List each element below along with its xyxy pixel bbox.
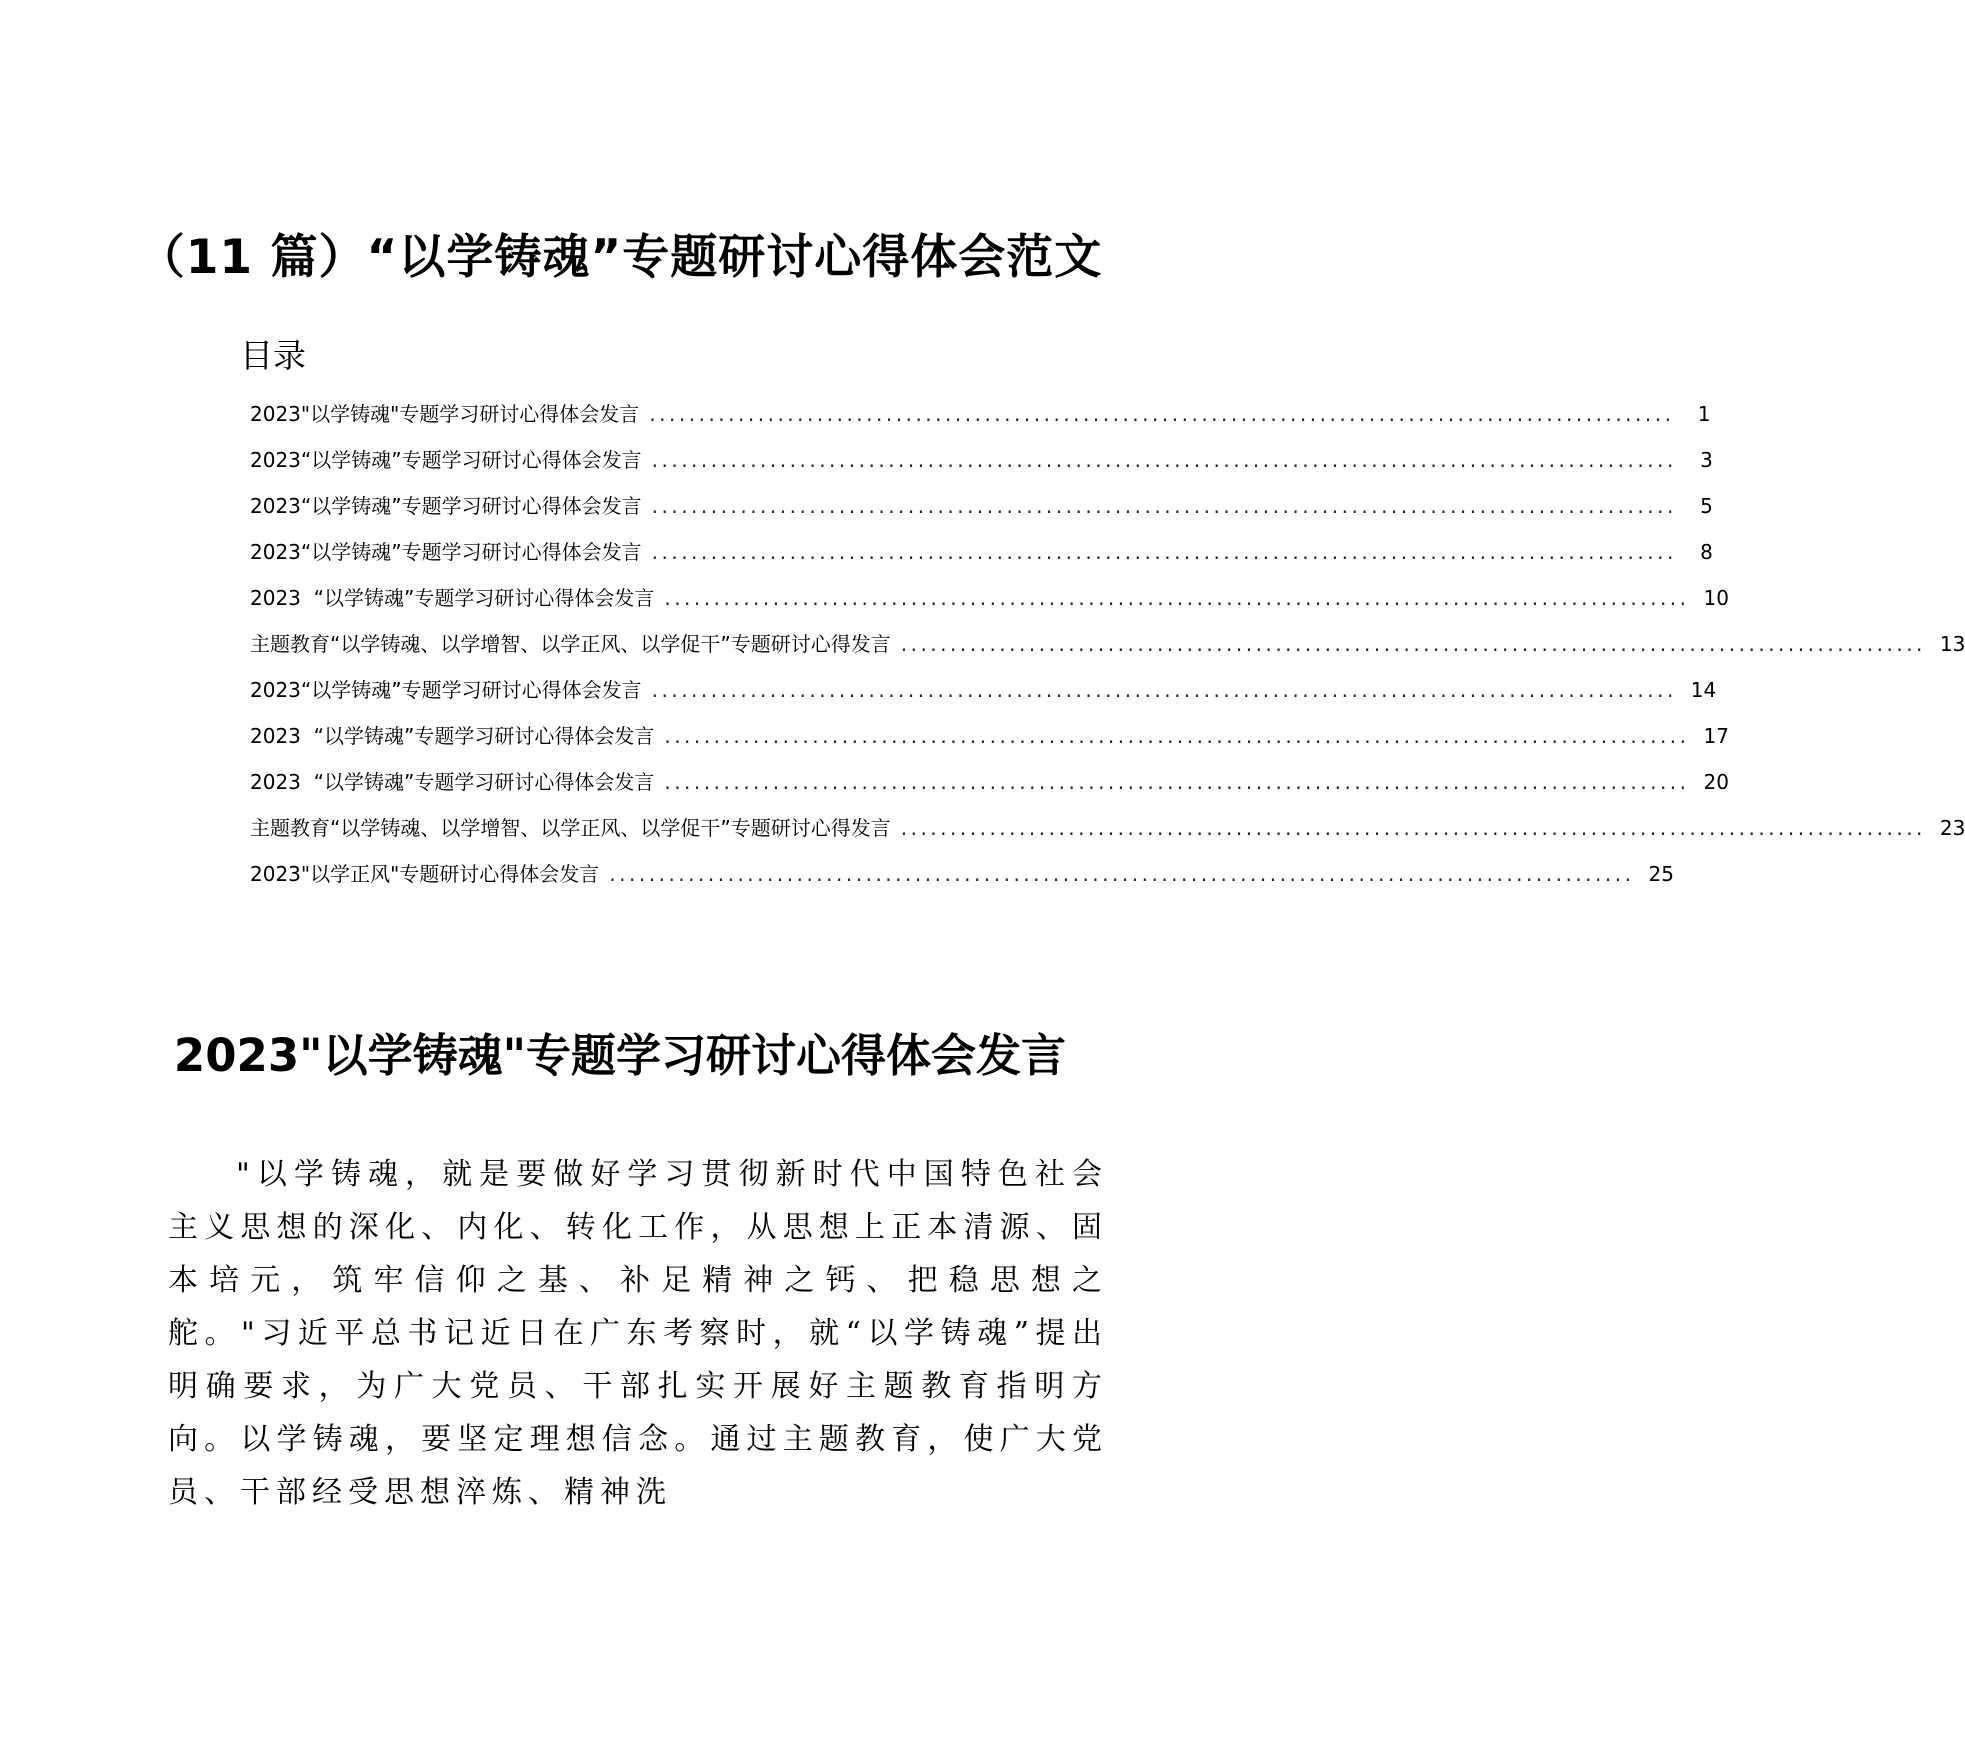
- toc-leader-dots: ........................................................................................................: [664, 586, 1690, 610]
- toc-leader-dots: ........................................................................................................: [651, 678, 1677, 702]
- body-paragraph: "以学铸魂，就是要做好学习贯彻新时代中国特色社会主义思想的深化、内化、转化工作，从思想上正本清源、固本培元，筑牢信仰之基、补足精神之钙、把稳思想之舵。"习近平总书记近日在广东考察时，就“以学铸魂”提出明确要求，为广大党员、干部扎实开展好主题教育指明方向。以学铸魂，要坚定理想信念。通过主题教育，使广大党员、干部经受思想淬炼、精神洗: [168, 1157, 1108, 1510]
- toc-leader-dots: ........................................................................................................: [664, 770, 1690, 794]
- toc-entry[interactable]: [250, 858, 1674, 904]
- toc-entry-title: 2023 “以学铸魂”专题学习研讨心得体会发言: [250, 724, 655, 748]
- toc-entry-title: 2023"以学铸魂"专题学习研讨心得体会发言: [250, 402, 640, 426]
- toc-entry-title: 2023“以学铸魂”专题学习研讨心得体会发言: [250, 448, 642, 472]
- toc-entry[interactable]: [250, 582, 1729, 628]
- toc-entry-title: 主题教育“以学铸魂、以学增智、以学正风、以学促干”专题研讨心得发言: [250, 816, 891, 840]
- toc-page-number: 8: [1700, 540, 1713, 564]
- toc-entry-title: 2023"以学正风"专题研讨心得体会发言: [250, 862, 600, 886]
- toc-entry[interactable]: [250, 398, 1711, 444]
- toc-page-number: 1: [1697, 402, 1711, 426]
- toc-page-number: 13: [1939, 632, 1965, 656]
- toc-entry-title: 2023 “以学铸魂”专题学习研讨心得体会发言: [250, 770, 655, 794]
- toc-leader-dots: ........................................................................................................: [900, 816, 1926, 840]
- toc-entry[interactable]: [250, 444, 1713, 490]
- toc-entry-title: 主题教育“以学铸魂、以学增智、以学正风、以学促干”专题研讨心得发言: [250, 632, 891, 656]
- toc-entry[interactable]: [250, 628, 1965, 674]
- toc-leader-dots: ........................................................................................................: [609, 862, 1635, 886]
- toc-entry-title: 2023 “以学铸魂”专题学习研讨心得体会发言: [250, 586, 655, 610]
- toc-page-number: 3: [1700, 448, 1713, 472]
- toc-leader-dots: ........................................................................................................: [900, 632, 1926, 656]
- toc-page-number: 5: [1700, 494, 1713, 518]
- document-title: （11 篇）“以学铸魂”专题研讨心得体会范文: [137, 230, 1103, 285]
- toc-entry[interactable]: [250, 490, 1713, 536]
- section-title: 2023"以学铸魂"专题学习研讨心得体会发言: [173, 1029, 1067, 1082]
- toc-page-number: 14: [1690, 678, 1717, 702]
- toc-heading: 目录: [240, 336, 306, 375]
- toc-entry-title: 2023“以学铸魂”专题学习研讨心得体会发言: [250, 678, 642, 702]
- toc-entry-title: 2023“以学铸魂”专题学习研讨心得体会发言: [250, 540, 642, 564]
- toc-entry[interactable]: [250, 536, 1713, 582]
- toc-page-number: 20: [1703, 770, 1729, 794]
- toc-entry[interactable]: [250, 766, 1729, 812]
- table-of-contents: [250, 398, 1965, 904]
- toc-entry[interactable]: [250, 720, 1729, 766]
- toc-leader-dots: ........................................................................................................: [664, 724, 1690, 748]
- toc-page-number: 17: [1703, 724, 1729, 748]
- toc-page-number: 25: [1648, 862, 1674, 886]
- toc-leader-dots: ........................................................................................................: [651, 540, 1677, 564]
- toc-leader-dots: ........................................................................................................: [651, 448, 1677, 472]
- toc-page-number: 10: [1703, 586, 1729, 610]
- toc-leader-dots: ........................................................................................................: [651, 494, 1677, 518]
- toc-entry-title: 2023“以学铸魂”专题学习研讨心得体会发言: [250, 494, 642, 518]
- toc-page-number: 23: [1939, 816, 1965, 840]
- toc-leader-dots: ........................................................................................................: [649, 402, 1675, 426]
- toc-entry[interactable]: [250, 674, 1717, 720]
- toc-entry[interactable]: [250, 812, 1965, 858]
